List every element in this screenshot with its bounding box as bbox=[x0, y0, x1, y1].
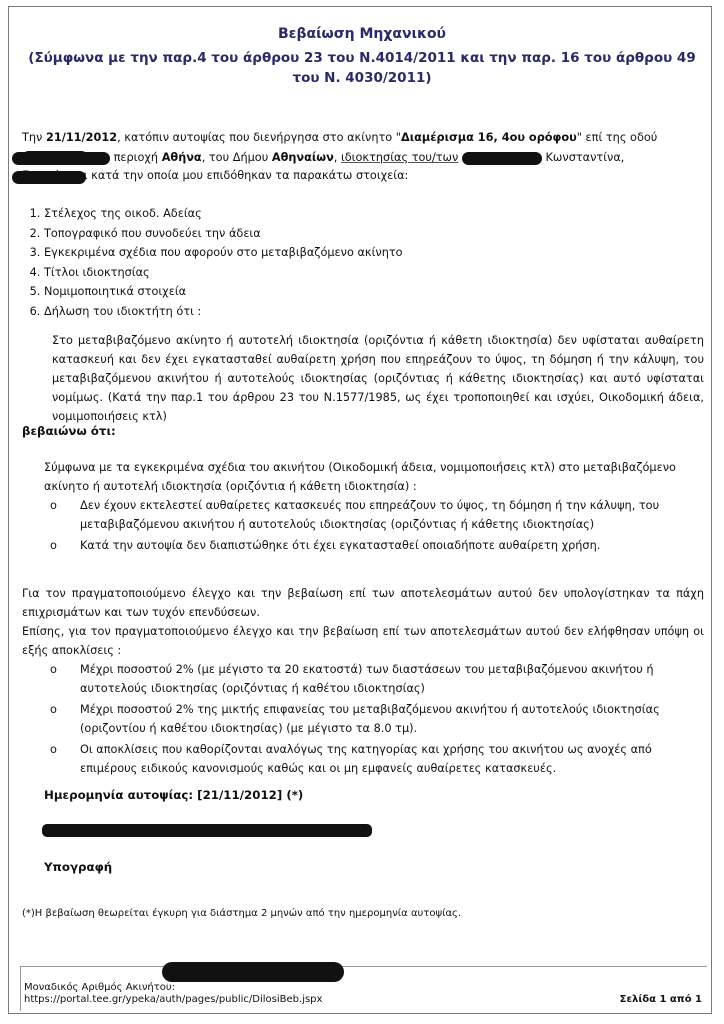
certify-bullets bbox=[44, 496, 704, 557]
list-item: 2. Τοπογραφικό που συνοδεύει την άδεια bbox=[44, 224, 403, 244]
list-item: 4. Τίτλοι ιδιοκτησίας bbox=[44, 263, 403, 283]
certify-heading: βεβαιώνω ότι: bbox=[22, 424, 116, 438]
bullet-icon: o bbox=[50, 539, 57, 552]
intro-text: περιοχή bbox=[110, 151, 162, 164]
title-block bbox=[18, 24, 706, 88]
intro-text: Κωνσταντίνα, bbox=[541, 151, 625, 164]
document-title: Βεβαίωση Μηχανικού bbox=[277, 26, 447, 42]
intro-owner-label: ιδιοκτησίας του/των bbox=[340, 151, 459, 164]
list-item bbox=[44, 700, 704, 738]
bullet-text: Δεν έχουν εκτελεστεί αυθαίρετες κατασκευές που επηρεάζουν το ύψος, τη δόμηση ή την κάλυψη, του μεταβιβαζόμενου ακινήτου ή αυτοτελούς ιδιοκτησίας (οριζόντιας ή κάθετης ιδιοκτησίας) bbox=[80, 499, 660, 531]
page-number: Σελίδα 1 από 1 bbox=[619, 994, 702, 1005]
bullet-icon: o bbox=[50, 499, 57, 512]
footnote: (*)Η βεβαίωση θεωρείται έγκυρη για διάστημα 2 μηνών από την ημερομηνία αυτοψίας. bbox=[22, 908, 462, 919]
signature-label: Υπογραφή bbox=[44, 860, 113, 874]
redaction-block bbox=[42, 824, 372, 837]
check-paragraph-2: Επίσης, για τον πραγματοποιούμενο έλεγχο και την βεβαίωση επί των αποτελεσμάτων αυτού δεν ελήφθησαν υπόψη οι εξής αποκλίσεις : bbox=[22, 625, 704, 657]
intro-property: Διαμέρισμα 16, 4ου ορόφου bbox=[401, 131, 577, 144]
intro-date: 21/11/2012 bbox=[45, 131, 118, 144]
list-item: 6. Δήλωση του ιδιοκτήτη ότι : bbox=[44, 302, 403, 322]
bullet-text: Μέχρι ποσοστού 2% της μικτής επιφανείας του μεταβιβαζόμενου ακινήτου ή αυτοτελούς ιδιοκτησίας (οριζοντίου ή καθέτου ιδιοκτησίας) (με μέγιστο τα 8.0 τμ). bbox=[80, 703, 660, 735]
intro-text: , του Δήμου bbox=[201, 151, 272, 164]
list-item: 1. Στέλεχος της οικοδ. Αδείας bbox=[44, 204, 403, 224]
list-item bbox=[44, 496, 704, 534]
certify-intro: Σύμφωνα με τα εγκεκριμένα σχέδια του ακινήτου (Οικοδομική άδεια, νομιμοποιήσεις κτλ) στο μεταβιβαζόμενο ακίνητο ή αυτοτελή ιδιοκτησία (οριζόντια ή κάθετη ιδιοκτησία) : bbox=[44, 461, 676, 493]
documents-list bbox=[22, 204, 403, 321]
list-item: 3. Εγκεκριμένα σχέδια που αφορούν στο μεταβιβαζόμενο ακίνητο bbox=[44, 243, 403, 263]
intro-text: Την bbox=[22, 131, 46, 144]
footer-url[interactable]: https://portal.tee.gr/ypeka/auth/pages/public/DilosiBeb.jspx bbox=[24, 994, 323, 1005]
list-item bbox=[44, 660, 704, 698]
list-item: 5. Νομιμοποιητικά στοιχεία bbox=[44, 282, 403, 302]
intro-municipality: Αθηναίων bbox=[271, 151, 334, 164]
owner-statement: Στο μεταβιβαζόμενο ακίνητο ή αυτοτελή ιδιοκτησία (οριζόντια ή κάθετη ιδιοκτησία) δεν υφίσταται αυθαίρετη κατασκευή και δεν έχει εγκατασταθεί αυθαίρετη χρήση που επηρεάζουν το ύψος, τη δόμηση ή την κάλυψη, του μεταβιβαζόμενου ακινήτου ή αυτοτελούς ιδιοκτησίας (οριζόντιας ή κάθετης ιδιοκτησίας) και αυτό υφίσταται νομίμως. (Κατά την παρ.1 του άρθρου 23 του Ν.1577/1985, ως έχει τροποποιηθεί και ισχύει, Οικοδομική άδεια, νομιμοποιήσεις κτλ) bbox=[52, 334, 704, 423]
deviation-bullets bbox=[44, 660, 704, 780]
intro-text: , κατόπιν αυτοψίας που διενήργησα στο ακίνητο " bbox=[117, 131, 401, 144]
inspection-date: Ημερομηνία αυτοψίας: [21/11/2012] (*) bbox=[44, 788, 304, 802]
list-item bbox=[44, 536, 704, 555]
intro-text: " επί της οδού bbox=[576, 131, 658, 144]
bullet-text: Οι αποκλίσεις που καθορίζονται αναλόγως της κατηγορίας και χρήσης του ακινήτου ως ανοχές από επιμέρους ειδικούς κανονισμούς καθώς και οι μη εμφανείς αυθαίρετες κατασκευές. bbox=[80, 743, 652, 775]
bullet-icon: o bbox=[50, 663, 57, 676]
unique-id-label: Μοναδικός Αριθμός Ακινήτου: bbox=[24, 982, 176, 993]
intro-line-3: Ευγενία και κατά την οποία μου επιδόθηκαν τα παρακάτω στοιχεία: bbox=[22, 169, 409, 182]
bullet-icon: o bbox=[50, 743, 57, 756]
list-item bbox=[44, 740, 704, 778]
redaction-block bbox=[12, 152, 110, 165]
redaction-block bbox=[462, 152, 542, 165]
intro-text: , bbox=[333, 151, 341, 164]
redaction-block bbox=[162, 962, 344, 982]
check-paragraph-1: Για τον πραγματοποιούμενο έλεγχο και την βεβαίωση επί των αποτελεσμάτων αυτού δεν υπολογίστηκαν τα πάχη επιχρισμάτων και των τυχόν επενδύσεων. bbox=[22, 587, 704, 619]
bullet-text: Μέχρι ποσοστού 2% (με μέγιστο τα 20 εκατοστά) των διαστάσεων του μεταβιβαζόμενου ακινήτου ή αυτοτελούς ιδιοκτησίας (οριζόντιας ή καθέτου ιδιοκτησίας) bbox=[80, 663, 654, 695]
bullet-text: Κατά την αυτοψία δεν διαπιστώθηκε ότι έχει εγκατασταθεί οποιαδήποτε αυθαίρετη χρήση. bbox=[80, 539, 601, 552]
bullet-icon: o bbox=[50, 703, 57, 716]
intro-area: Αθήνα bbox=[161, 151, 202, 164]
document-subtitle: (Σύμφωνα με την παρ.4 του άρθρου 23 του Ν.4014/2011 και την παρ. 16 του άρθρου 49 του Ν. 4030/2011) bbox=[28, 50, 696, 86]
